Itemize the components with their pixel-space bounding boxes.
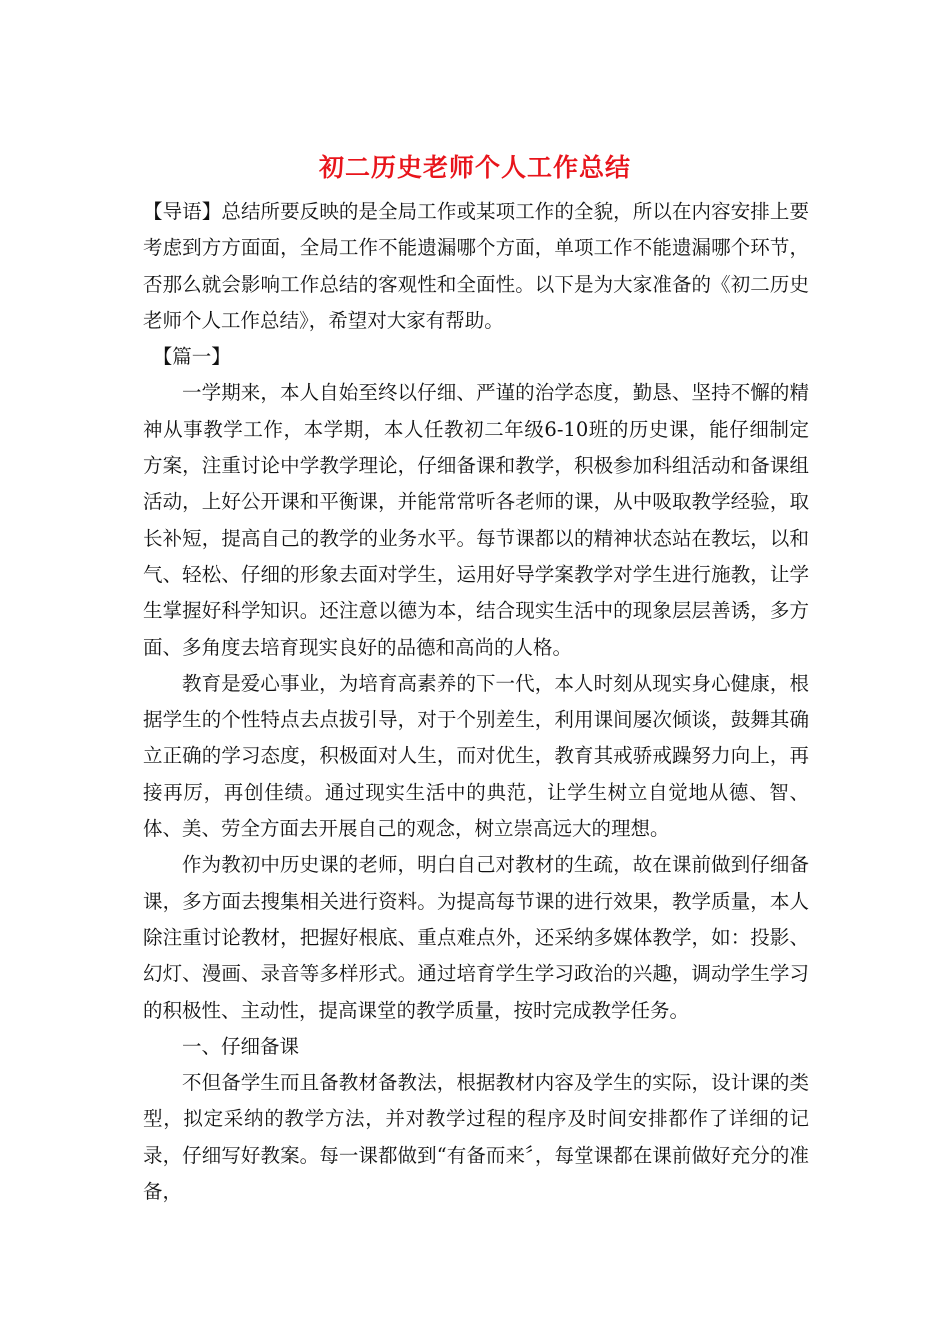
body-paragraph-1: 一学期来，本人自始至终以仔细、严谨的治学态度，勤恳、坚持不懈的精神从事教学工作，本学期，本人任教初二年级6-10班的历史课，能仔细制定方案，注重讨论中学教学理论，仔细备课和教学，积极参加科组活动和备课组活动，上好公开课和平衡课，并能常常听各老师的课，从中吸取教学经验，取长补短，提高自己的教学的业务水平。每节课都以的精神状态站在教坛，以和气、轻松、仔细的形象去面对学生，运用好导学案教学对学生进行施教，让学生掌握好科学知识。还注意以德为本，结合现实生活中的现象层层善诱，多方面、多角度去培育现实良好的品德和高尚的人格。 xyxy=(143,381,809,659)
section-heading-part-one: 【篇一】 xyxy=(152,345,231,369)
intro-paragraph: 【导语】总结所要反映的是全局工作或某项工作的全貌，所以在内容安排上要考虑到方方面面，全局工作不能遗漏哪个方面，单项工作不能遗漏哪个环节，否那么就会影响工作总结的客观性和全面性。以下是为大家准备的《初二历史老师个人工作总结》，希望对大家有帮助。 xyxy=(143,200,809,332)
subheading-careful-preparation: 一、仔细备课 xyxy=(182,1034,300,1058)
body-paragraph-4: 不但备学生而且备教材备教法，根据教材内容及学生的实际，设计课的类型，拟定采纳的教学方法，并对教学过程的程序及时间安排都作了详细的记录，仔细写好教案。每一课都做到“有备而来〞，每堂课都在课前做好充分的准备， xyxy=(143,1071,809,1204)
body-paragraph-3: 作为教初中历史课的老师，明白自己对教材的生疏，故在课前做到仔细备课，多方面去搜集相关进行资料。为提高每节课的进行效果，教学质量，本人除注重讨论教材，把握好根底、重点难点外，还采纳多媒体教学，如：投影、幻灯、漫画、录音等多样形式。通过培育学生学习政治的兴趣，调动学生学习的积极性、主动性，提高课堂的教学质量，按时完成教学任务。 xyxy=(143,853,809,1022)
body-paragraph-2: 教育是爱心事业，为培育高素养的下一代，本人时刻从现实身心健康，根据学生的个性特点去点拔引导，对于个别差生，利用课间屡次倾谈，鼓舞其确立正确的学习态度，积极面对人生，而对优生，教育其戒骄戒躁努力向上，再接再厉，再创佳绩。通过现实生活中的典范，让学生树立自觉地从德、智、体、美、劳全方面去开展自己的观念，树立崇高远大的理想。 xyxy=(143,671,809,841)
document-title: 初二历史老师个人工作总结 xyxy=(318,153,631,182)
document-body xyxy=(143,194,809,1210)
